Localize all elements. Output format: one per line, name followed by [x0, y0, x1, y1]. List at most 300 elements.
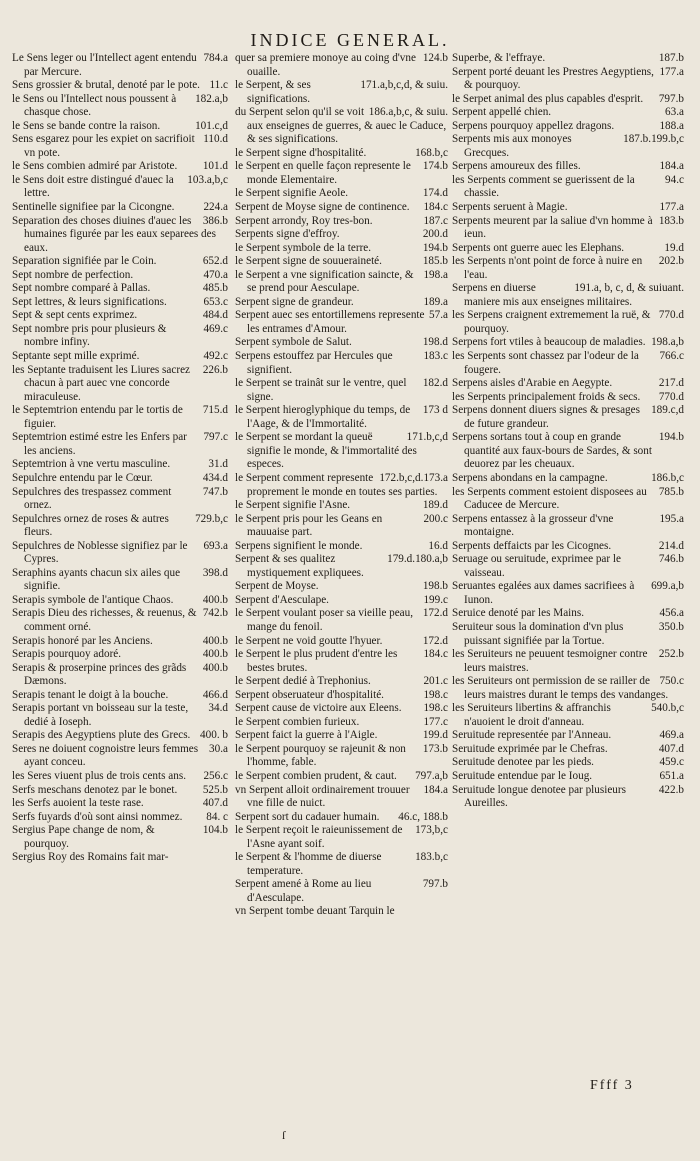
- page-reference: 186.a,b,c, & suiu.: [368, 106, 448, 119]
- index-entry: [12, 486, 228, 513]
- page-reference: 766.c: [659, 350, 684, 363]
- page-reference: 185.b: [422, 255, 448, 268]
- page-reference: 184.a: [659, 160, 684, 173]
- page-reference: 699.a,b: [651, 580, 684, 593]
- index-entry: [235, 513, 448, 540]
- page-reference: 456.a: [659, 607, 684, 620]
- page-reference: 653.c: [203, 295, 228, 308]
- index-entry: [452, 174, 684, 201]
- page-reference: 226.b: [202, 363, 228, 376]
- page-reference: 187.b: [658, 52, 684, 64]
- entry-text: Sepulchres de Noblesse signifiez par le Cypres.: [12, 539, 188, 566]
- index-entry: [12, 689, 228, 703]
- entry-text: le Serpent ne void goutte l'hyuer.: [235, 634, 383, 647]
- index-entry: [235, 743, 448, 770]
- entry-text: Septemtrion à vne vertu masculine.: [12, 458, 171, 471]
- page-reference: 57.a: [429, 309, 448, 322]
- index-entry: [12, 458, 228, 472]
- ink-mark: ſ: [282, 1128, 286, 1142]
- index-column-1: [12, 52, 228, 865]
- entry-text: Serpent d'Aesculape.: [235, 593, 329, 606]
- entry-text: Serpent appellé chien.: [452, 106, 552, 119]
- signature-mark: Ffff 3: [590, 1078, 634, 1093]
- index-entry: [452, 756, 684, 770]
- index-entry: [452, 106, 684, 120]
- index-entry: [452, 431, 684, 472]
- page-reference: 182.d: [422, 377, 448, 390]
- page-reference: 469.c: [203, 322, 228, 335]
- entry-text: Serpent & ses qualitez mystiquement expliquees.: [235, 553, 364, 579]
- entry-text: Serpent symbole de Salut.: [235, 336, 352, 349]
- page-reference: 191.a, b, c, d, & suiuant.: [574, 282, 684, 295]
- page-reference: 189.a: [423, 295, 448, 308]
- index-entry: [12, 255, 228, 269]
- entry-text: Separation signifiée par le Coin.: [12, 255, 157, 268]
- entry-text: le Serpent se trainât sur le ventre, quel signe.: [235, 377, 407, 403]
- index-entry: [235, 770, 448, 784]
- index-entry: [235, 336, 448, 350]
- page-reference: 19.d: [664, 241, 684, 254]
- index-entry: [235, 269, 448, 296]
- page-reference: 747.b: [202, 485, 228, 498]
- entry-text: le Serpent signifie l'Asne.: [235, 499, 351, 512]
- page-reference: 797.b: [422, 878, 448, 891]
- index-entry: [12, 824, 228, 851]
- entry-text: Seruiteur sous la domination d'vn plus puissant signifiée par la Tortue.: [452, 620, 624, 647]
- index-entry: [235, 675, 448, 689]
- entry-text: le Serpent signifie Aeole.: [235, 187, 349, 200]
- page-reference: 194.b: [422, 241, 448, 254]
- page-reference: 797.c: [203, 431, 228, 444]
- index-entry: [452, 160, 684, 174]
- page-reference: 189.c,d: [651, 404, 684, 417]
- entry-text: vn Serpent alloit ordinairement trouuer vne fille de nuict.: [235, 783, 410, 810]
- entry-text: les Serfs auoient la teste rase.: [12, 797, 144, 810]
- page-reference: 202.b: [658, 255, 684, 268]
- entry-text: Serapis Dieu des richesses, & reuenus, & comment orné.: [12, 607, 197, 633]
- index-entry: [12, 120, 228, 134]
- index-entry: [12, 784, 228, 798]
- entry-text: Serpens estouffez par Hercules que signifient.: [235, 350, 393, 376]
- page-reference: 217.d: [658, 377, 684, 390]
- page-reference: 183.b,c: [415, 851, 448, 864]
- index-entry: [452, 336, 684, 350]
- page-reference: 198.b: [422, 580, 448, 593]
- entry-text: Sergius Roy des Romains fait mar-: [12, 851, 169, 864]
- page-reference: 797.a,b: [415, 769, 448, 782]
- index-entry: [12, 364, 228, 405]
- index-column-2: [235, 52, 448, 919]
- entry-text: les Septante traduisent les Liures sacrez chacun à part auec vne concorde miraculeuse.: [12, 363, 191, 403]
- page-reference: 179.d.180.a,b: [387, 553, 448, 566]
- entry-text: Sept nombre de perfection.: [12, 268, 134, 281]
- page-reference: 693.a: [203, 539, 228, 552]
- index-entry: [12, 404, 228, 431]
- entry-text: Seruitude exprimée par le Chefras.: [452, 742, 608, 755]
- index-entry: [12, 851, 228, 865]
- entry-text: Seruitude longue denotee par plusieurs Aureilles.: [452, 783, 626, 810]
- entry-text: les Serpents sont chassez par l'odeur de la fougere.: [452, 350, 639, 376]
- index-entry: [12, 540, 228, 567]
- entry-text: le Serpent comment represente proprement le monde en toutes ses parties.: [235, 471, 438, 498]
- entry-text: Serpens sortans tout à coup en grande quantité aux faux-bours de Sardes, & sont deuorez par les cheuaux.: [452, 431, 652, 471]
- page-reference: 46.c, 188.b: [398, 810, 448, 823]
- entry-text: le Serpent combien furieux.: [235, 715, 360, 728]
- index-entry: [452, 201, 684, 215]
- entry-text: Sens grossier & brutal, denoté par le pote.: [12, 79, 200, 92]
- index-entry: [452, 93, 684, 107]
- entry-text: Seres ne doiuent cognoistre leurs femmes ayant conceu.: [12, 742, 199, 769]
- page-reference: 400.b: [202, 593, 228, 606]
- index-entry: [235, 878, 448, 905]
- page-reference: 400.b: [202, 634, 228, 647]
- entry-text: le Serpent en quelle façon represente le monde Elementaire.: [235, 160, 411, 186]
- page-reference: 171.b,c,d: [406, 431, 448, 444]
- entry-text: Serpent de Moyse signe de continence.: [235, 201, 410, 214]
- page-reference: 172.d: [422, 634, 448, 647]
- entry-text: les Serpents comment estoient disposees au Caducee de Mercure.: [452, 485, 647, 512]
- page-reference: 198.a: [423, 268, 448, 281]
- page-reference: 124.b: [422, 52, 448, 64]
- page-reference: 652.d: [202, 255, 228, 268]
- entry-text: le Serpent signe d'hospitalité.: [235, 146, 367, 159]
- entry-text: Serpents mis aux monoyes Grecques.: [452, 133, 572, 159]
- entry-text: Le Sens leger ou l'Intellect agent entendu par Mercure.: [12, 52, 197, 78]
- index-entry: [12, 323, 228, 350]
- entry-text: Seruitude entendue par le Ioug.: [452, 769, 593, 782]
- page-reference: 177.a: [659, 201, 684, 214]
- page-reference: 173 d: [422, 404, 448, 417]
- page-reference: 198.c: [423, 688, 448, 701]
- entry-text: Serfs fuyards d'où sont ainsi nommez.: [12, 810, 183, 823]
- page-reference: 466.d: [202, 688, 228, 701]
- entry-text: Serpens signifient le monde.: [235, 539, 363, 552]
- index-entry: [12, 282, 228, 296]
- index-entry: [452, 377, 684, 391]
- index-entry: [235, 472, 448, 499]
- page-reference: 729.b,c: [195, 512, 228, 525]
- page-reference: 400.b: [202, 661, 228, 674]
- entry-text: Seraphins ayants chacun six ailes que signifie.: [12, 566, 181, 593]
- entry-text: Separation des choses diuines d'auec les humaines figurée par les eaux separees des eaux.: [12, 214, 216, 254]
- page-reference: 785.b: [658, 485, 684, 498]
- page-reference: 199.d: [422, 729, 448, 742]
- page-reference: 94.c: [665, 173, 684, 186]
- entry-text: Serpens donnent diuers signes & presages de future grandeur.: [452, 404, 640, 430]
- page-reference: 183.c: [423, 350, 448, 363]
- index-entry: [235, 851, 448, 878]
- page-reference: 199.c: [423, 593, 448, 606]
- entry-text: Serpent arrondy, Roy tres-bon.: [235, 214, 373, 227]
- index-entry: [452, 215, 684, 242]
- page-reference: 168.b,c: [415, 146, 448, 159]
- page-reference: 407.d: [658, 742, 684, 755]
- entry-text: Septante sept mille exprimé.: [12, 350, 140, 363]
- index-entry: [235, 201, 448, 215]
- entry-text: Serpent cause de victoire aux Eleens.: [235, 702, 402, 715]
- index-entry: [452, 52, 684, 66]
- entry-text: Serpents ont guerre auec les Elephans.: [452, 241, 625, 254]
- index-entry: [12, 811, 228, 825]
- entry-text: Seruitude denotee par les pieds.: [452, 756, 594, 769]
- index-entry: [12, 648, 228, 662]
- entry-text: Serpens amoureux des filles.: [452, 160, 581, 173]
- index-entry: [12, 431, 228, 458]
- page-reference: 485.b: [202, 282, 228, 295]
- index-entry: [235, 580, 448, 594]
- index-entry: [12, 594, 228, 608]
- entry-text: Serpent faict la guerre à l'Aigle.: [235, 729, 378, 742]
- page-reference: 350.b: [658, 620, 684, 633]
- page-reference: 784.a: [203, 52, 228, 64]
- entry-text: Serpent porté deuant les Prestres Aegyptiens, & pourquoy.: [452, 65, 654, 92]
- index-entry: [235, 540, 448, 554]
- index-entry: [235, 594, 448, 608]
- index-entry: [452, 391, 684, 405]
- index-entry: [235, 431, 448, 472]
- page-reference: 182.a,b: [195, 92, 228, 105]
- index-entry: [12, 797, 228, 811]
- entry-text: le Serpent & l'homme de diuerse temperature.: [235, 851, 382, 877]
- entry-text: le Serpent, & ses significations.: [235, 79, 311, 105]
- entry-text: Serpents deffaicts par les Cicognes.: [452, 539, 612, 552]
- index-entry: [235, 255, 448, 269]
- entry-text: du Serpent selon qu'il se voit aux enseignes de guerres, & auec le Caduce, & ses significations.: [235, 106, 447, 146]
- entry-text: Sepulchre entendu par le Cœur.: [12, 471, 153, 484]
- page-reference: 797.b: [658, 92, 684, 105]
- index-entry: [452, 702, 684, 729]
- page-reference: 172.d: [422, 607, 448, 620]
- entry-text: le Septemtrion entendu par le tortis de figuier.: [12, 404, 183, 430]
- entry-text: Sept lettres, & leurs significations.: [12, 295, 167, 308]
- entry-text: Sens esgarez pour les expiet on sacrifioit vn pote.: [12, 133, 195, 159]
- index-entry: [12, 729, 228, 743]
- index-entry: [452, 743, 684, 757]
- index-entry: [452, 120, 684, 134]
- page-reference: 400.b: [202, 648, 228, 661]
- index-entry: [12, 215, 228, 256]
- index-entry: [12, 635, 228, 649]
- index-entry: [12, 201, 228, 215]
- page-reference: 200.d: [422, 228, 448, 241]
- page-reference: 407.d: [202, 797, 228, 810]
- index-entry: [235, 499, 448, 513]
- entry-text: Septemtrion estimé estre les Enfers par les anciens.: [12, 431, 187, 457]
- index-entry: [235, 160, 448, 187]
- page-reference: 252.b: [658, 648, 684, 661]
- index-entry: [452, 255, 684, 282]
- entry-text: Serpens pourquoy appellez dragons.: [452, 119, 615, 132]
- index-entry: [235, 729, 448, 743]
- index-entry: [452, 770, 684, 784]
- index-entry: [235, 689, 448, 703]
- index-entry: [452, 784, 684, 811]
- page-reference: 31.d: [208, 458, 228, 471]
- page-reference: 198.a,b: [651, 336, 684, 349]
- entry-text: Serpens aisles d'Arabie en Aegypte.: [452, 377, 613, 390]
- index-entry: [235, 784, 448, 811]
- page-reference: 750.c: [659, 675, 684, 688]
- page-reference: 770.d: [658, 309, 684, 322]
- index-entry: [12, 309, 228, 323]
- page-reference: 256.c: [203, 769, 228, 782]
- page-reference: 84. c: [206, 810, 228, 823]
- index-entry: [452, 580, 684, 607]
- index-entry: [12, 702, 228, 729]
- index-entry: [235, 52, 448, 79]
- page-reference: 484.d: [202, 309, 228, 322]
- page-reference: 224.a: [203, 201, 228, 214]
- entry-text: Serpent de Moyse.: [235, 580, 319, 593]
- entry-text: Serpent obseruateur d'hospitalité.: [235, 688, 384, 701]
- entry-text: Sept & sept cents exprimez.: [12, 309, 138, 322]
- index-entry: [235, 228, 448, 242]
- index-entry: [235, 553, 448, 580]
- page-reference: 177.c: [423, 715, 448, 728]
- entry-text: les Serpents principalement froids & secs.: [452, 390, 641, 403]
- index-entry: [452, 309, 684, 336]
- entry-text: les Serpents n'ont point de force à nuire en l'eau.: [452, 255, 643, 281]
- entry-text: Serpents signe d'effroy.: [235, 228, 340, 241]
- index-entry: [452, 621, 684, 648]
- page-reference: 651.a: [659, 769, 684, 782]
- entry-text: les Seres viuent plus de trois cents ans.: [12, 769, 186, 782]
- index-entry: [235, 296, 448, 310]
- index-entry: [235, 635, 448, 649]
- page-reference: 30.a: [209, 742, 228, 755]
- index-entry: [235, 377, 448, 404]
- entry-text: le Serpent dedié à Trephonius.: [235, 675, 371, 688]
- entry-text: le Serpent pourquoy se rajeunit & non l'homme, fable.: [235, 742, 406, 769]
- page-reference: 201.c: [423, 675, 448, 688]
- entry-text: Superbe, & l'effraye.: [452, 52, 546, 64]
- index-entry: [12, 79, 228, 93]
- entry-text: les Seruiteurs libertins & affranchis n'auoient le droit d'anneau.: [452, 702, 611, 728]
- entry-text: les Serpens craignent extremement la ruë, & pourquoy.: [452, 309, 651, 335]
- page-reference: 194.b: [658, 431, 684, 444]
- page-reference: 470.a: [203, 268, 228, 281]
- index-entry: [235, 350, 448, 377]
- index-entry: [235, 607, 448, 634]
- index-entry: [452, 607, 684, 621]
- entry-text: Serpens abondans en la campagne.: [452, 471, 608, 484]
- page-reference: 715.d: [202, 404, 228, 417]
- page-reference: 16.d: [428, 539, 448, 552]
- index-entry: [235, 811, 448, 825]
- index-entry: [452, 404, 684, 431]
- page-reference: 525.b: [202, 783, 228, 796]
- entry-text: Sepulchres des trespassez comment ornez.: [12, 485, 172, 512]
- index-entry: [12, 472, 228, 486]
- index-entry: [452, 675, 684, 702]
- entry-text: les Serpents comment se guerissent de la chassie.: [452, 173, 635, 200]
- page-reference: 173,b,c: [415, 824, 448, 837]
- page-reference: 198.d: [422, 336, 448, 349]
- entry-text: Serpent amené à Rome au lieu d'Aesculape.: [235, 878, 372, 904]
- entry-text: Serapis des Aegyptiens plute des Grecs.: [12, 729, 191, 742]
- index-entry: [235, 215, 448, 229]
- index-entry: [452, 648, 684, 675]
- page-reference: 103.a,b,c: [187, 173, 228, 186]
- entry-text: Seruitude representée par l'Anneau.: [452, 729, 612, 742]
- entry-text: Serpents seruent à Magie.: [452, 201, 568, 214]
- entry-text: le Serpent se mordant la queuë signifie le monde, & l'immortalité des especes.: [235, 431, 417, 471]
- page-reference: 184.a: [423, 783, 448, 796]
- entry-text: le Serpent le plus prudent d'entre les bestes brutes.: [235, 648, 398, 674]
- index-entry: [452, 729, 684, 743]
- entry-text: Seruantes egalées aux dames sacrifiees à Iunon.: [452, 580, 635, 606]
- entry-text: Sepulchres ornez de roses & autres fleurs.: [12, 512, 169, 539]
- index-entry: [12, 770, 228, 784]
- entry-text: Serapis honoré par les Anciens.: [12, 634, 153, 647]
- page-reference: 184.c: [423, 201, 448, 214]
- page-reference: 198.c: [423, 702, 448, 715]
- index-column-3: [452, 52, 684, 811]
- page-reference: 746.b: [658, 553, 684, 566]
- entry-text: Sergius Pape change de nom, & pourquoy.: [12, 824, 155, 850]
- page-reference: 171.a,b,c,d, & suiu.: [360, 79, 448, 92]
- entry-text: les Seruiteurs ne peuuent tesmoigner contre leurs maistres.: [452, 648, 648, 674]
- entry-text: le Sens ou l'Intellect nous poussent à chasque chose.: [12, 92, 177, 119]
- index-entry: [235, 905, 448, 919]
- page-reference: 104.b: [202, 824, 228, 837]
- entry-text: Serfs meschans denotez par le bonet.: [12, 783, 178, 796]
- entry-text: le Serpent hieroglyphique du temps, de l'Aage, & de l'Immortalité.: [235, 404, 411, 430]
- index-entry: [452, 282, 684, 309]
- index-entry: [452, 350, 684, 377]
- entry-text: le Sens se bande contre la raison.: [12, 119, 161, 132]
- entry-text: le Serpent voulant poser sa vieille peau, mange du fenoil.: [235, 607, 414, 633]
- index-entry: [235, 242, 448, 256]
- page-reference: 742.b: [202, 607, 228, 620]
- index-entry: [12, 743, 228, 770]
- page-reference: 184.c: [423, 648, 448, 661]
- index-entry: [235, 716, 448, 730]
- entry-text: le Serpent symbole de la terre.: [235, 241, 372, 254]
- entry-text: Sentinelle signifiee par la Cicongne.: [12, 201, 175, 214]
- index-entry: [235, 79, 448, 106]
- index-entry: [12, 133, 228, 160]
- page-reference: 422.b: [658, 783, 684, 796]
- entry-text: Serapis portant vn boisseau sur la teste, dedié à Ioseph.: [12, 702, 189, 728]
- page-reference: 189.d: [422, 499, 448, 512]
- index-entry: [235, 309, 448, 336]
- page-reference: 172.b,c,d.173.a: [379, 471, 448, 484]
- page-reference: 540.b,c: [651, 702, 684, 715]
- entry-text: Serpent sort du cadauer humain.: [235, 810, 380, 823]
- page-title: INDICE GENERAL.: [250, 30, 450, 50]
- page-reference: 400. b: [200, 729, 228, 742]
- entry-text: le Serpent a vne signification saincte, & se prend pour Aesculape.: [235, 268, 414, 295]
- index-entry: [452, 242, 684, 256]
- entry-text: Serapis tenant le doigt à la bouche.: [12, 688, 169, 701]
- entry-text: quer sa premiere monoye au coing d'vne ouaille.: [235, 52, 416, 78]
- entry-text: le Serpent pris pour les Geans en mauuaise part.: [235, 512, 383, 539]
- index-entry: [452, 513, 684, 540]
- index-entry: [12, 52, 228, 79]
- page-reference: 174.b: [422, 160, 448, 173]
- entry-text: Serpent auec ses entortillemens represente les entrames d'Amour.: [235, 309, 425, 335]
- entry-text: Serpens fort vtiles à beaucoup de maladies.: [452, 336, 646, 349]
- page-reference: 214.d: [658, 539, 684, 552]
- index-entry: [12, 296, 228, 310]
- entry-text: Serapis symbole de l'antique Chaos.: [12, 593, 174, 606]
- page-reference: 177.a: [659, 65, 684, 78]
- index-entry: [452, 553, 684, 580]
- entry-text: Serpent signe de grandeur.: [235, 295, 354, 308]
- entry-text: le Serpet animal des plus capables d'esprit.: [452, 92, 644, 105]
- index-entry: [452, 486, 684, 513]
